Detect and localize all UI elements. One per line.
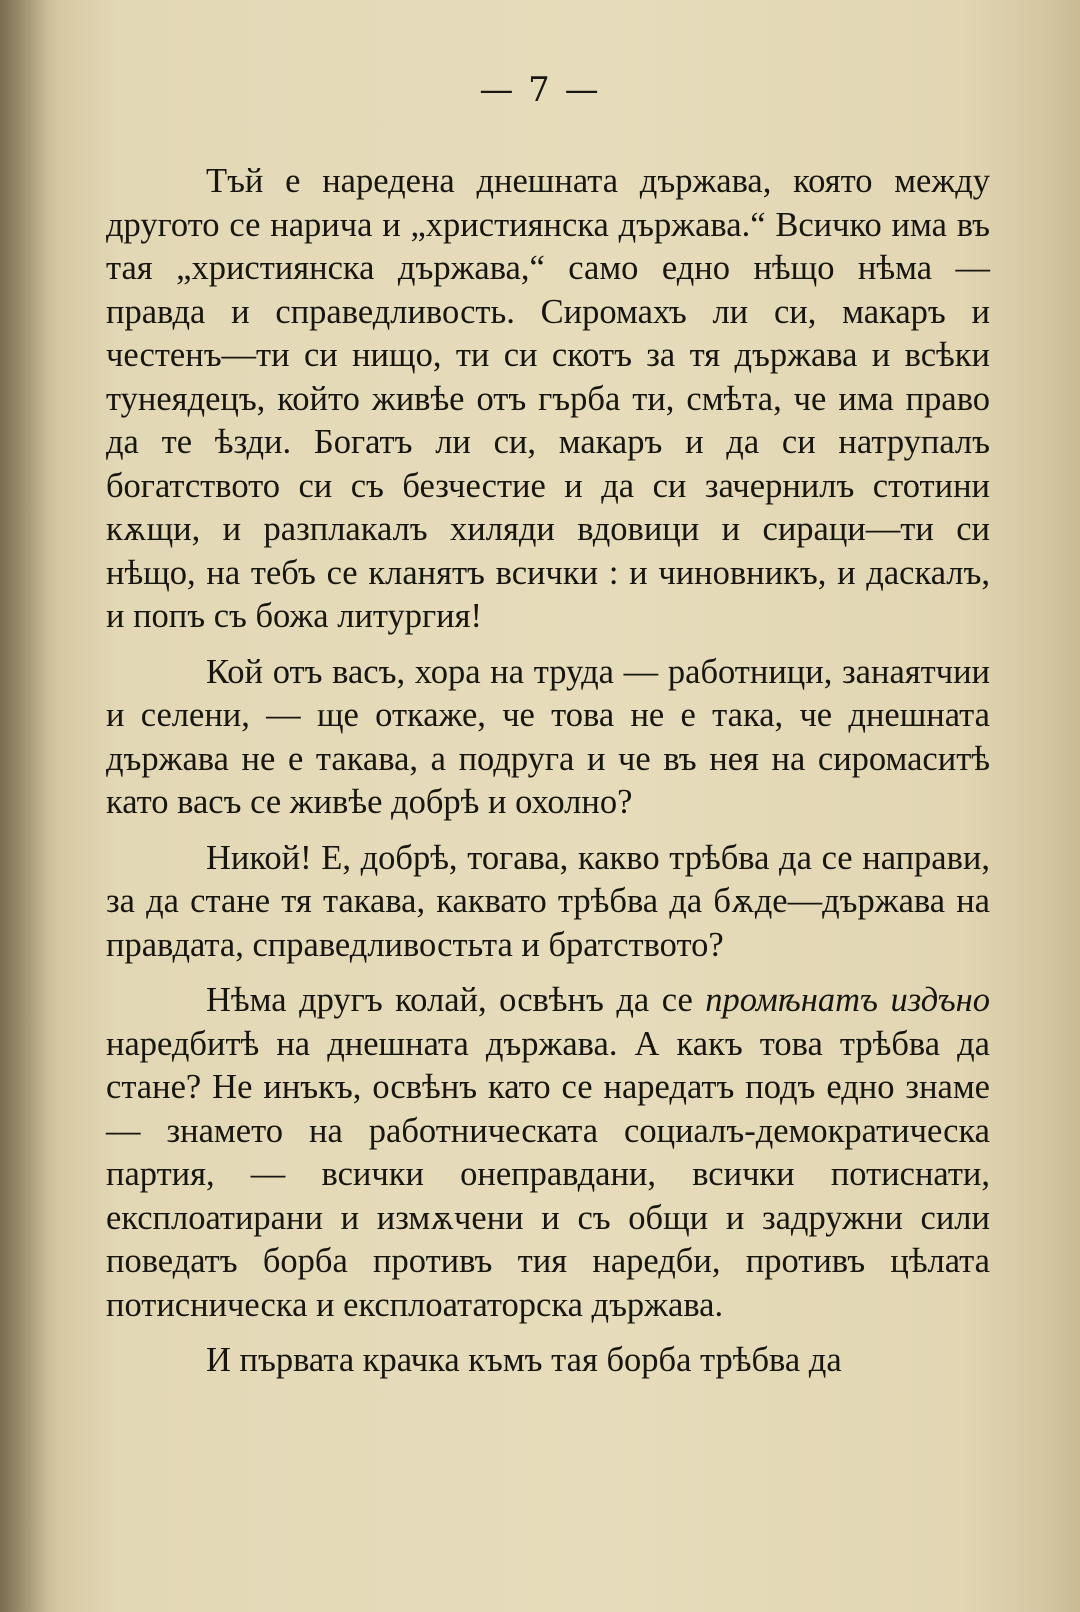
paragraph-4-italic: промѣнатъ издъно [705, 981, 990, 1019]
paragraph-3: Никой! Е, добрѣ, тогава, какво трѣбва да се направи, за да стане тя такава, каквато трѣбва да бѫде—държава на правдата, справедливостьта и братството? [106, 838, 990, 964]
text-column [106, 160, 990, 1383]
paragraph-2: Кой отъ васъ, хора на труда — работници, занаятчии и селени, — ще откаже, че това не е така, че днешната държава не е такава, а подруга и че въ нея на сиромаситѣ като васъ се живѣе добрѣ и охолно? [106, 652, 990, 821]
paragraph-1: Тъй е наредена днешната държава, която между другото се нарича и „християнска държава.“ Всичко има въ тая „християнска държава,“ само едно нѣщо нѣма — правда и справедливость. Сиромахъ ли си, макаръ и честенъ—ти си нищо, ти си скотъ за тя държава и всѣки тунеядецъ, който живѣе отъ гърба ти, смѣта, че има право да те ѣзди. Богатъ ли си, макаръ и да си натрупалъ богатството си съ безчестие и да си зачернилъ стотини кѫщи, и разплакалъ хиляди вдовици и сираци—ти си нѣщо, на тебъ се кланятъ всички : и чиновникъ, и даскалъ, и попъ съ божа литургия! [106, 162, 990, 635]
paragraph-4 [106, 979, 990, 1327]
page-number: — 7 — [479, 70, 601, 110]
paragraph-4-start: Нѣма другъ колай, освѣнъ да се [206, 981, 706, 1019]
paragraph-5: И първата крачка къмъ тая борба трѣбва да [206, 1341, 842, 1379]
paragraph-4-end: наредбитѣ на днешната държава. А какъ това трѣбва да стане? Не инъкъ, освѣнъ като се наредатъ подъ едно знаме — знамето на работническата социалъ-демократическа партия, — всички онеправдани, всички потиснати, експлоатирани и измѫчени и съ общи и задружни сили поведатъ борба противъ тия наредби, противъ цѣлата потисническа и експлоататорска държава. [106, 1024, 990, 1324]
